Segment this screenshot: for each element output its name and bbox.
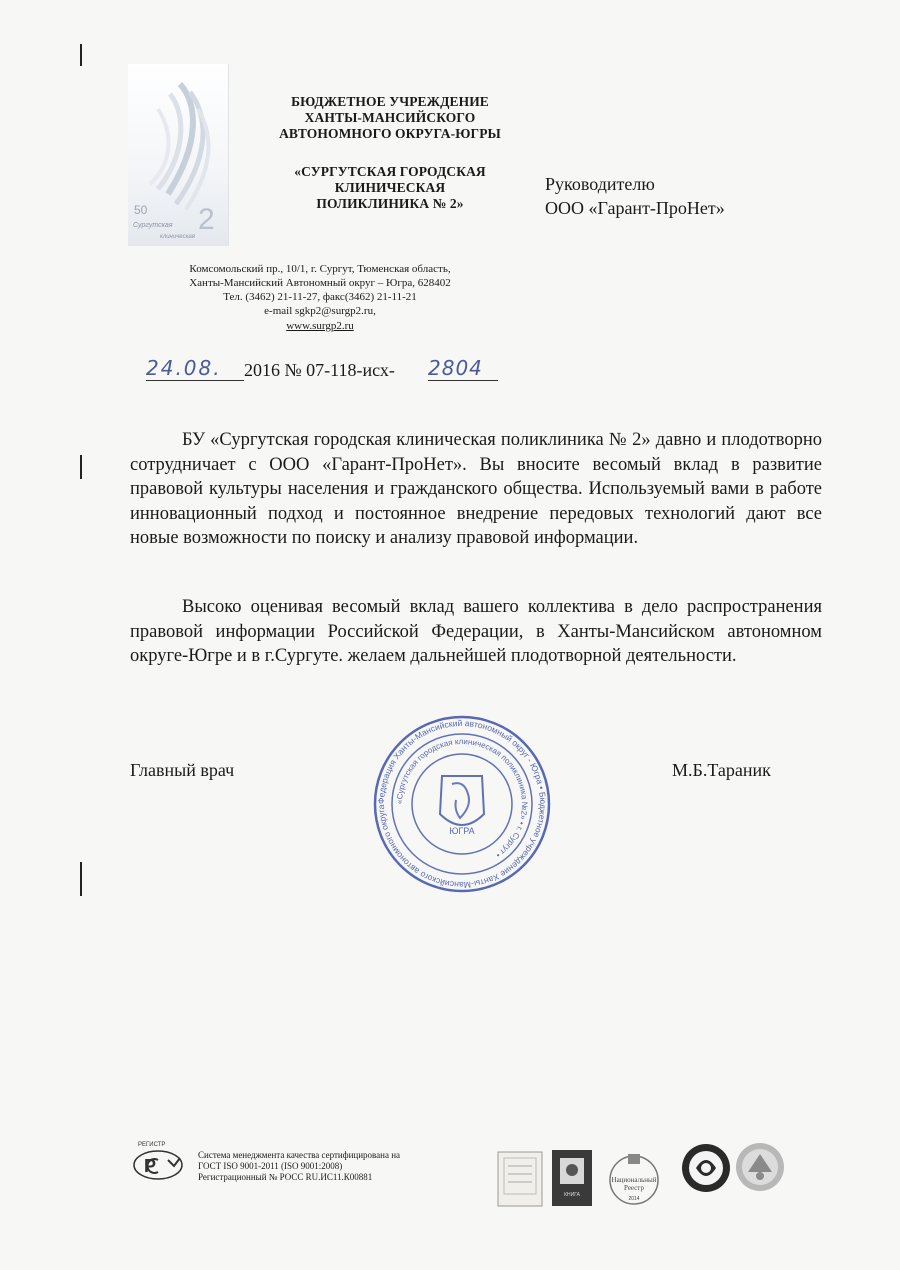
margin-mark: [80, 455, 82, 479]
svg-text:Реестр: Реестр: [624, 1184, 644, 1192]
logo-caption: клиническая: [160, 234, 195, 240]
svg-text:Национальный: Национальный: [611, 1176, 657, 1184]
stamp-inner-text: «Сургутская городская клиническая поликлиника №2» • г. Сургут •: [394, 736, 530, 860]
recipient-title: Руководителю: [545, 174, 655, 194]
certificate-badge: [496, 1150, 544, 1213]
address-line: Комсомольский пр., 10/1, г. Сургут, Тюменская область,: [189, 263, 451, 275]
qms-certification-line: Система менеджмента качества сертифицирована на: [198, 1150, 401, 1160]
logo-number: 2: [198, 203, 215, 236]
letter-paragraph: БУ «Сургутская городская клиническая поликлиника № 2» давно и плодотворно сотрудничает с ООО «Гарант-ПроНет». Вы вносите весомый вклад в развитие правовой культуры населения и гражданского общества. Используемый вами в работе инновационный подход и постоянное внедрение передовых технологий дают все новые возможности по поиску и анализу правовой информации.: [130, 430, 822, 548]
handwritten-date: 24.08.: [146, 356, 244, 381]
qms-certification-line: ГОСТ ISO 9001-2011 (ISO 9001:2008): [198, 1161, 343, 1171]
svg-text:Р: Р: [144, 1156, 157, 1176]
logo-anniversary: 50: [134, 203, 148, 217]
rostest-mark: [128, 1138, 192, 1193]
org-heading-line: БЮДЖЕТНОЕ УЧРЕЖДЕНИЕ: [291, 94, 489, 109]
official-stamp: [372, 714, 552, 899]
org-name-line: ПОЛИКЛИНИКА № 2»: [316, 196, 464, 211]
svg-text:КНИГА: КНИГА: [564, 1192, 580, 1198]
svg-text:2014: 2014: [628, 1196, 640, 1202]
org-heading-line: АВТОНОМНОГО ОКРУГА-ЮГРЫ: [279, 126, 501, 141]
stamp-center-text: ЮГРА: [449, 826, 475, 836]
organization-logo: [128, 64, 229, 246]
address-line: Ханты-Мансийский Автономный округ – Югра, 628402: [189, 277, 451, 289]
leaders-book-badge: [550, 1148, 594, 1213]
logo-caption: Сургутская: [133, 222, 173, 229]
qms-registration-line: Регистрационный № РОСС RU.ИС11.К00881: [198, 1172, 373, 1182]
medal-badge: [734, 1140, 786, 1199]
stamp-outer-text: Федерация Ханты-Мансийский автономный округ - Югра • Бюджетное учреждение Ханты-Мансийского автономного округа: [375, 717, 549, 891]
rostest-label: РЕГИСТР: [138, 1142, 166, 1148]
recipient-company: ООО «Гарант-ПроНет»: [545, 198, 725, 218]
margin-mark: [80, 862, 82, 896]
website-link[interactable]: www.surgp2.ru: [286, 320, 354, 332]
org-name-line: КЛИНИЧЕСКАЯ: [334, 180, 446, 195]
letter-paragraph: Высоко оценивая весомый вклад вашего коллектива в дело распространения правовой информации Российской Федерации, в Ханты-Мансийском автономном округе-Югре и в г.Сургуте. желаем дальнейшей плодотворной деятельности.: [130, 597, 822, 666]
svg-text:«Сургутская городская клиничес: [395, 737, 529, 860]
org-name-line: «СУРГУТСКАЯ ГОРОДСКАЯ: [294, 164, 486, 179]
signatory-position: Главный врач: [130, 760, 235, 780]
registration-number: 2016 № 07-118-исх-: [244, 360, 395, 380]
org-heading-line: ХАНТЫ-МАНСИЙСКОГО: [304, 110, 476, 125]
handwritten-number: 2804: [428, 356, 498, 381]
phone-line: Тел. (3462) 21-11-27, факс(3462) 21-11-21: [223, 291, 417, 303]
iso-badge: [678, 1142, 734, 1203]
national-registry-badge: [606, 1148, 662, 1215]
email-line[interactable]: e-mail sgkp2@surgp2.ru,: [264, 305, 376, 317]
margin-mark: [80, 44, 82, 66]
signatory-name: М.Б.Тараник: [672, 760, 771, 780]
